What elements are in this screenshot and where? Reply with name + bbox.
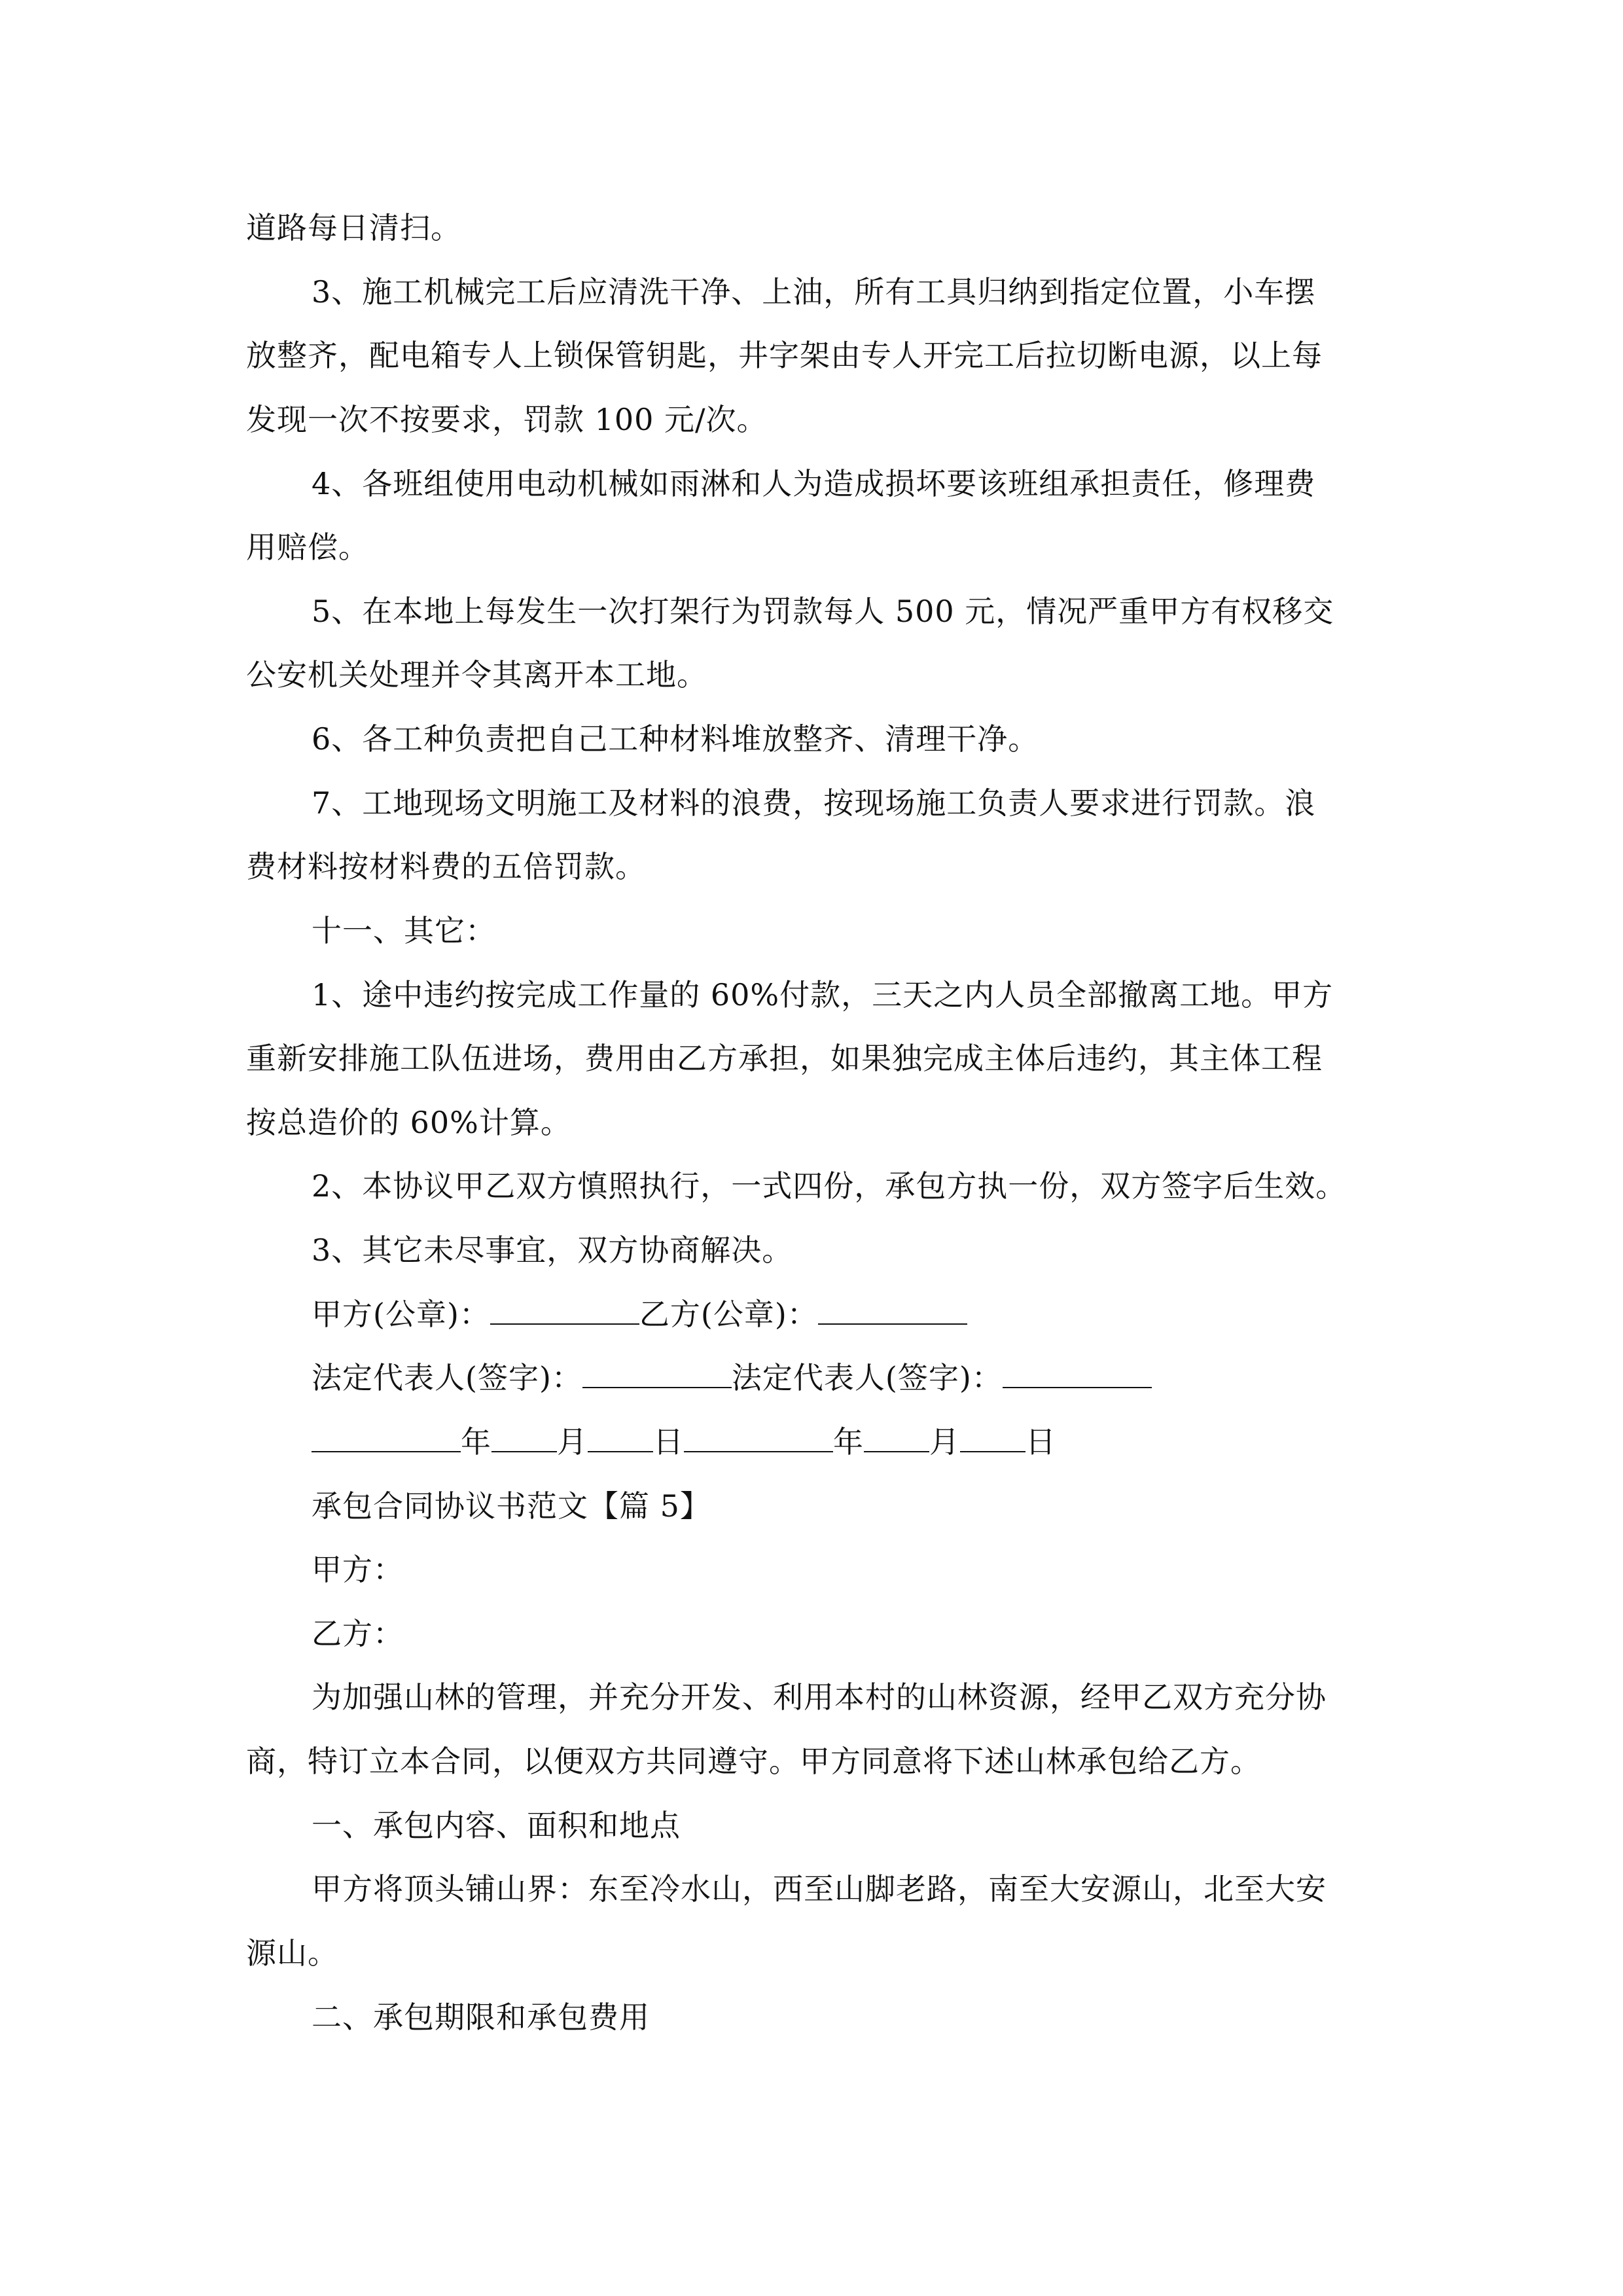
text-line: 3、施工机械完工后应清洗干净、上油，所有工具归纳到指定位置，小车摆 [312, 274, 1316, 310]
representative-line [312, 1358, 1152, 1397]
text-line: 源山。 [246, 1935, 338, 1971]
rep-a-blank [582, 1358, 732, 1388]
year-label: 年 [833, 1424, 864, 1460]
day-blank [588, 1422, 653, 1452]
text-line: 发现一次不按要求，罚款 100 元/次。 [246, 402, 768, 437]
text-line: 4、各班组使用电动机械如雨淋和人为造成损坏要该班组承担责任，修理费 [312, 466, 1316, 501]
party-b-seal-blank [818, 1295, 967, 1325]
day-label: 日 [1026, 1424, 1056, 1460]
rep-b-label: 法定代表人(签字)： [731, 1360, 1003, 1395]
party-b-line: 乙方： [312, 1616, 404, 1651]
month-blank [491, 1422, 557, 1452]
text-line: 1、途中违约按完成工作量的 60%付款，三天之内人员全部撤离工地。甲方 [312, 977, 1334, 1013]
year-blank [684, 1422, 833, 1452]
day-blank [960, 1422, 1026, 1452]
text-line: 5、在本地上每发生一次打架行为罚款每人 500 元，情况严重甲方有权移交 [312, 594, 1334, 629]
text-line: 为加强山林的管理，并充分开发、利用本村的山林资源，经甲乙双方充分协 [312, 1679, 1327, 1715]
party-a-seal-label: 甲方(公章)： [312, 1297, 490, 1332]
text-line: 重新安排施工队伍进场，费用由乙方承担，如果独完成主体后违约，其主体工程 [246, 1041, 1323, 1076]
section-heading: 十一、其它： [312, 913, 496, 948]
text-line: 公安机关处理并令其离开本工地。 [246, 657, 707, 692]
text-line: 6、各工种负责把自己工种材料堆放整齐、清理干净。 [312, 721, 1039, 757]
party-a-seal-blank [490, 1295, 639, 1325]
text-line: 放整齐，配电箱专人上锁保管钥匙，井字架由专人开完工后拉切断电源，以上每 [246, 338, 1323, 373]
date-line [312, 1422, 1056, 1462]
text-line: 用赔偿。 [246, 529, 369, 565]
text-line: 费材料按材料费的五倍罚款。 [246, 849, 646, 884]
text-line: 商，特订立本合同，以便双方共同遵守。甲方同意将下述山林承包给乙方。 [246, 1744, 1261, 1779]
text-line: 3、其它未尽事宜，双方协商解决。 [312, 1232, 793, 1268]
year-label: 年 [461, 1424, 491, 1460]
month-label: 月 [929, 1424, 960, 1460]
rep-b-blank [1003, 1358, 1152, 1388]
text-line: 按总造价的 60%计算。 [246, 1105, 571, 1140]
party-b-seal-label: 乙方(公章)： [639, 1297, 818, 1332]
section-title: 承包合同协议书范文【篇 5】 [312, 1488, 711, 1524]
section-heading: 二、承包期限和承包费用 [312, 2000, 650, 2035]
party-a-line: 甲方： [312, 1552, 404, 1587]
month-label: 月 [557, 1424, 588, 1460]
month-blank [864, 1422, 929, 1452]
seal-line [312, 1295, 967, 1334]
text-line: 甲方将顶头铺山界：东至冷水山，西至山脚老路，南至大安源山，北至大安 [312, 1871, 1327, 1907]
year-blank [312, 1422, 461, 1452]
text-line: 道路每日清扫。 [246, 210, 461, 245]
rep-a-label: 法定代表人(签字)： [312, 1360, 582, 1395]
text-line: 2、本协议甲乙双方慎照执行，一式四份，承包方执一份，双方签字后生效。 [312, 1168, 1347, 1204]
day-label: 日 [653, 1424, 684, 1460]
section-heading: 一、承包内容、面积和地点 [312, 1808, 681, 1843]
text-line: 7、工地现场文明施工及材料的浪费，按现场施工负责人要求进行罚款。浪 [312, 785, 1316, 821]
